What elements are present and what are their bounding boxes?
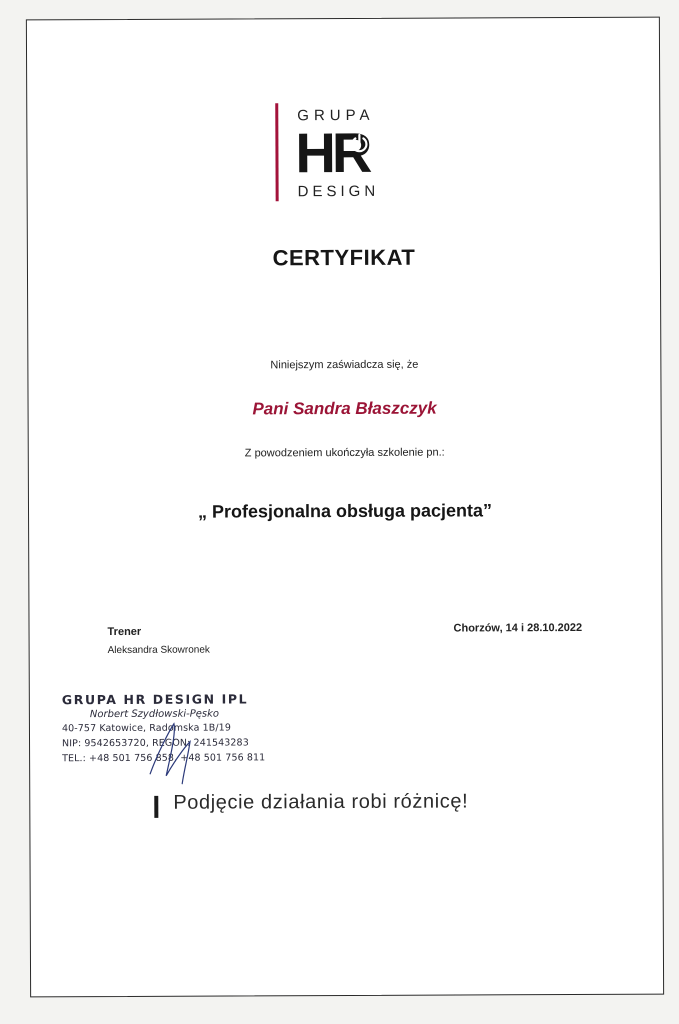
- trainer-name: Aleksandra Skowronek: [107, 644, 210, 657]
- recipient-name: Pani Sandra Błaszczyk: [252, 398, 437, 419]
- logo-accent-bar: [275, 103, 278, 201]
- slogan-text: Podjęcie działania robi różnicę!: [173, 790, 469, 814]
- course-name: „ Profesjonalna obsługa pacjenta”: [197, 500, 493, 522]
- stamp-address: 40-757 Katowice, Radomska 1B/19: [61, 722, 231, 735]
- stamp-person: Norbert Szydłowski-Pęsko: [89, 708, 220, 721]
- trainer-label: Trener: [107, 625, 142, 639]
- stamp-phones: TEL.: +48 501 756 858, +48 501 756 811: [62, 752, 266, 765]
- power-icon: [348, 132, 370, 154]
- place-date: Chorzów, 14 i 28.10.2022: [453, 621, 583, 635]
- stamp-company: GRUPA HR DESIGN IPL: [61, 691, 249, 708]
- logo-main-text: HR: [295, 120, 369, 185]
- certificate-intro: Niniejszym zaświadcza się, że: [270, 358, 419, 372]
- certificate-page: [26, 17, 664, 998]
- handwritten-signature: [140, 712, 220, 792]
- certificate-title: CERTYFIKAT: [272, 244, 416, 271]
- logo-bottom-text: DESIGN: [297, 182, 380, 201]
- logo-top-text: GRUPA: [297, 106, 375, 125]
- slogan-bar: [154, 796, 158, 818]
- stamp-ids: NIP: 9542653720, REGON: 241543283: [62, 737, 249, 750]
- completion-text: Z powodzeniem ukończyła szkolenie pn.:: [244, 446, 445, 460]
